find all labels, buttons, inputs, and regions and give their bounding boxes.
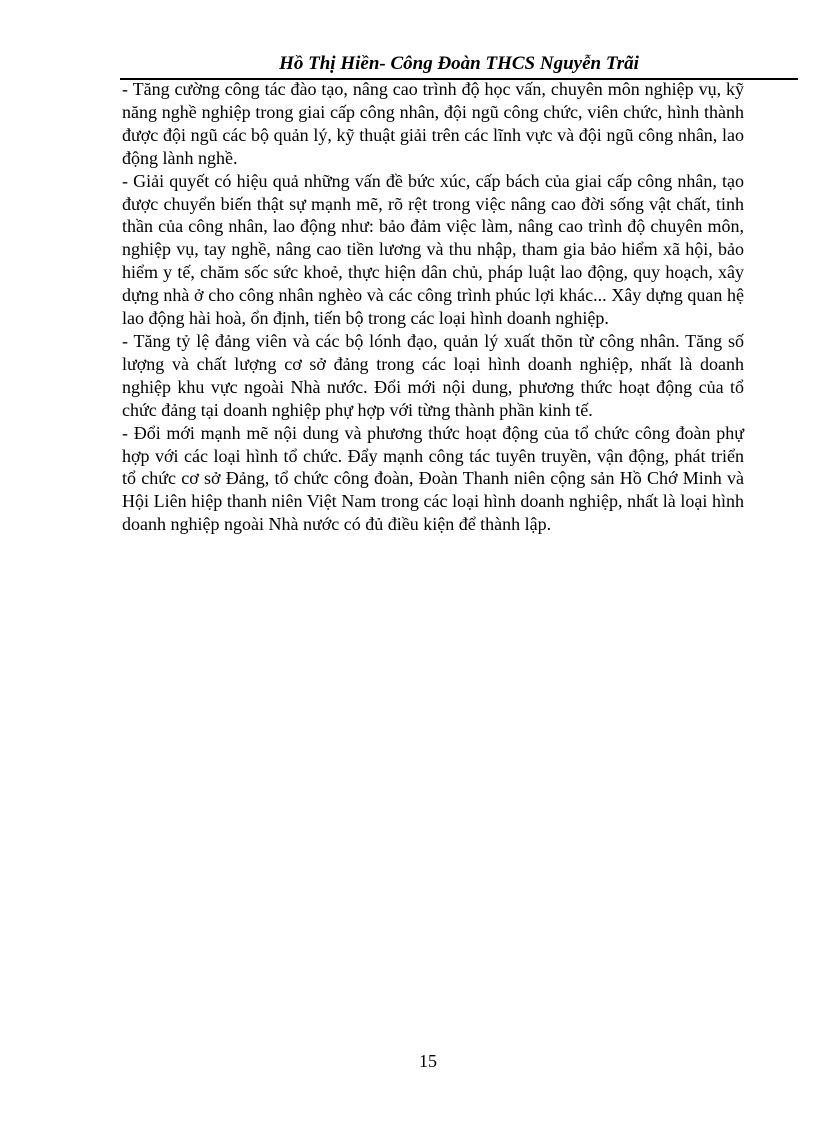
- paragraph-party-members: - Tăng tỷ lệ đảng viên và các bộ lónh đạo, quản lý xuất thõn từ công nhân. Tăng số lượng và chất lượng cơ sở đảng trong các loại hình doanh nghiệp, nhất là doanh nghiệp khu vực ngoài Nhà nước. Đổi mới nội dung, phương thức hoạt động của tổ chức đảng tại doanh nghiệp phự hợp với từng thành phần kinh tế.: [122, 330, 744, 420]
- document-body: [122, 78, 744, 536]
- page-header: [120, 50, 798, 80]
- paragraph-training: - Tăng cường công tác đào tạo, nâng cao trình độ học vấn, chuyên môn nghiệp vụ, kỹ năng nghề nghiệp trong giai cấp công nhân, đội ngũ công chức, viên chức, hình thành được đội ngũ các bộ quản lý, kỹ thuật giải trên các lĩnh vực và đội ngũ công nhân, lao động lành nghề.: [122, 79, 744, 168]
- header-title: Hồ Thị Hiền- Công Đoàn THCS Nguyễn Trãi: [279, 53, 639, 74]
- paragraph-living-conditions: - Giải quyết có hiệu quả những vấn đề bức xúc, cấp bách của giai cấp công nhân, tạo được chuyển biến thật sự mạnh mẽ, rõ rệt trong việc nâng cao đời sống vật chất, tinh thần của công nhân, lao động như: bảo đảm việc làm, nâng cao trình độ chuyên môn, nghiệp vụ, tay nghề, nâng cao tiền lương và thu nhập, tham gia bảo hiểm xã hội, bảo hiểm y tế, chăm sốc sức khoẻ, thực hiện dân chủ, pháp luật lao động, quy hoạch, xây dựng nhà ở cho công nhân nghèo và các công trình phúc lợi khác... Xây dựng quan hệ lao động hài hoà, ổn định, tiến bộ trong các loại hình doanh nghiệp.: [122, 170, 744, 329]
- paragraph-union-activities: - Đổi mới mạnh mẽ nội dung và phương thức hoạt động của tổ chức công đoàn phự hợp với các loại hình tổ chức. Đẩy mạnh công tác tuyên truyền, vận động, phát triển tổ chức cơ sở Đảng, tổ chức công đoàn, Đoàn Thanh niên cộng sản Hồ Chớ Minh và Hội Liên hiệp thanh niên Việt Nam trong các loại hình doanh nghiệp, nhất là loại hình doanh nghiệp ngoài Nhà nước có đủ điều kiện để thành lập.: [122, 422, 744, 535]
- page-number: 15: [419, 1051, 437, 1071]
